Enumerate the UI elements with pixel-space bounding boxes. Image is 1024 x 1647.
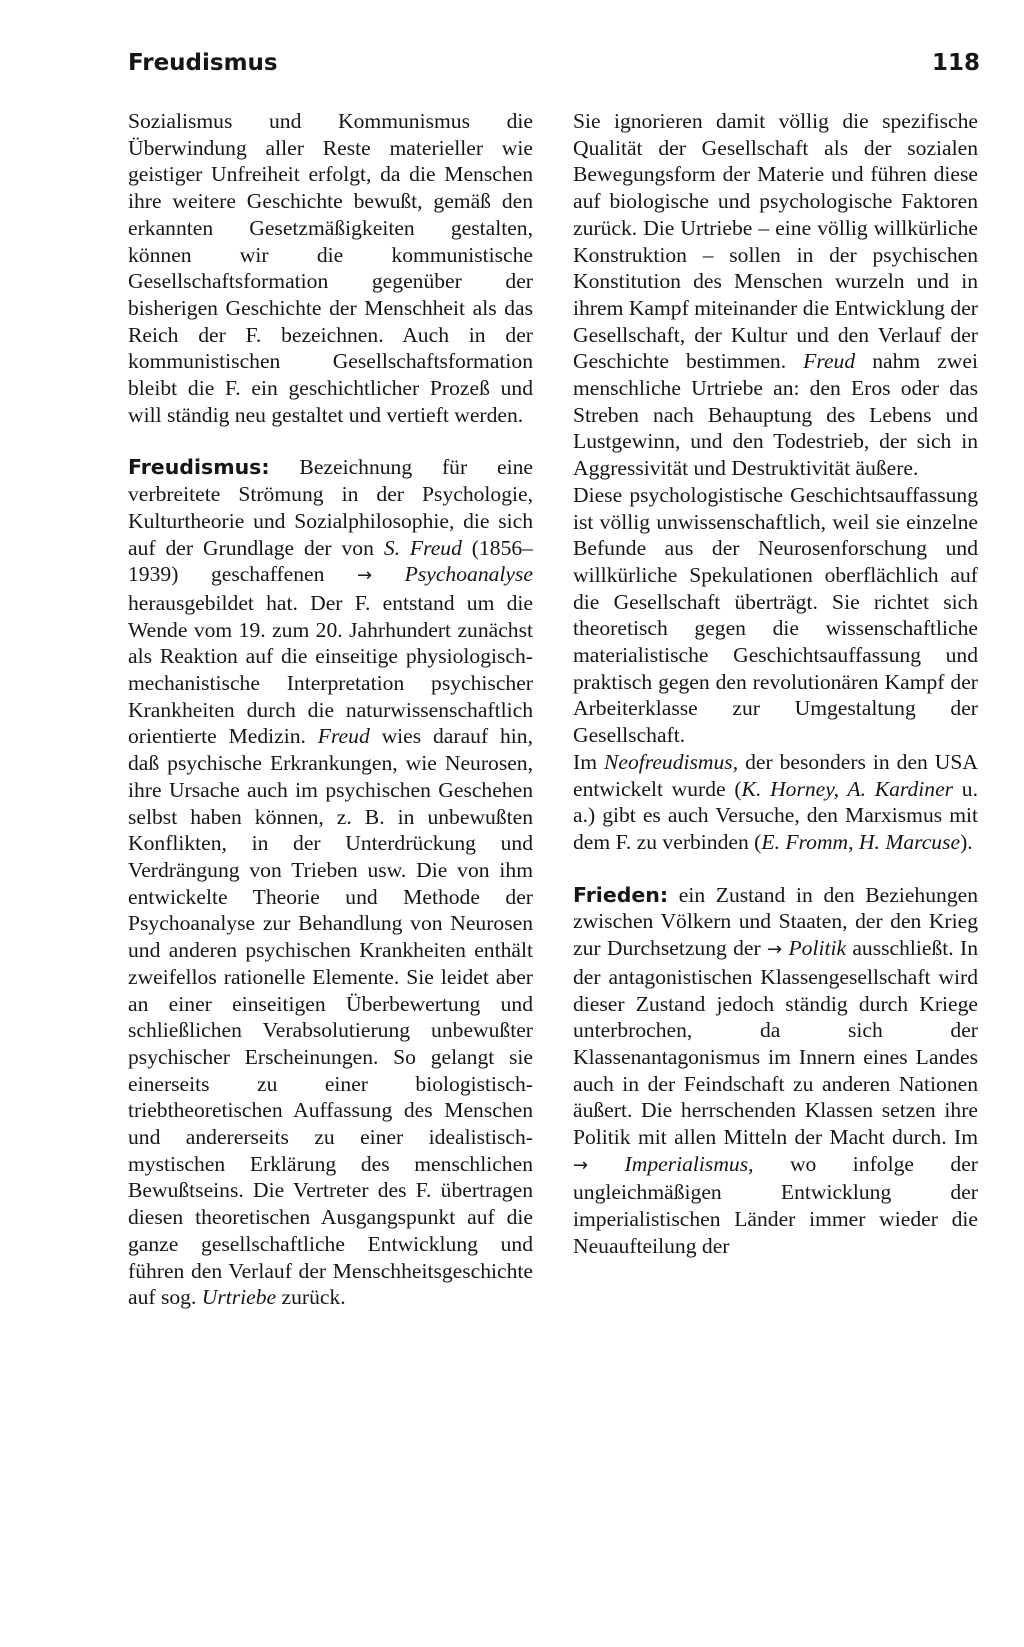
right-column [573,108,978,1260]
entry-frieden [573,882,978,1260]
text-segment: der besonders in den USA entwickelt wurde ( [573,749,979,801]
term-urtriebe: Urtriebe [201,1285,277,1310]
text-segment: Sie ignorieren damit völlig die spezifische Qualität der Gesellschaft als der sozialen Bewegungsform der Materie und führen diese auf biologische und psychologische Faktoren zurück. Die Urtriebe – eine völlig willkürliche Konstruktion – sollen in der psychischen Konstitution des Menschen wurzeln und in ihrem Kampf miteinander die Entwicklung der Gesellschaft, der Kultur und den Verlauf der Geschichte bestimmen. [573,109,978,374]
paragraph-critique [573,482,978,749]
text-segment: Bezeichnung für eine verbreitete Strömung in der Psychologie, Kulturtheorie und Sozialphilosophie, die sich auf der Grundlage der von [128,455,533,560]
page-header [128,50,980,90]
text-segment: herausgebildet hat. Der F. entstand um die Wende vom 19. zum 20. Jahrhundert zunächst als Reaktion auf die einseitige physiologisch-mechanistische Interpretation psychischer Krankheiten durch die naturwissenschaftlich orientierte Medizin. [128,590,533,749]
name-freud: Freud [803,349,856,374]
continuation-text: Sozialismus und Kommunismus die Überwindung aller Reste materieller wie geistiger Unfreiheit erfolgt, da die Menschen ihre weitere Geschichte bewußt, gemäß den erkannten Gesetzmäßigkeiten gestalten, können wir die kommunistische Gesellschaftsformation gegenüber der bisherigen Geschichte der Menschheit als das Reich der F. bezeichnen. Auch in der kommunistischen Gesellschaftsformation bleibt die F. ein geschichtlicher Prozeß und will ständig neu gestaltet und vertieft werden. [128,109,533,427]
headword-freudismus: Freudismus: [128,455,270,480]
text-segment: wies darauf hin, daß psychische Erkrankungen, wie Neurosen, ihre Ursache auch im psychischen Geschehen selbst haben können, z. B. in unbewußten Konflikten, in der Unterdrückung und Verdrängung von Trieben usw. Die von ihm entwickelte Theorie und Methode der Psychoanalyse zur Behandlung von Neurosen und anderen psychischen Krankheiten enthält zweifellos rationelle Elemente. Sie leidet aber an einer einseitigen Überbewertung und schließlichen Verabsolutierung unbewußter psychischer Erscheinungen. So gelangt sie einerseits zu einer biologistisch-triebtheoretischen Auffassung des Menschen und andererseits zu einer idealistisch-mystischen Erklärung des menschlichen Bewußtseins. Die Vertreter des F. übertragen diesen theoretischen Ausgangspunkt auf die ganze gesellschaftliche Entwicklung und führen den Verlauf der Menschheitsgeschichte auf sog. [128,724,533,1310]
paragraph-neofreudismus [573,749,978,856]
cross-reference-arrow-icon: → [357,565,373,587]
text-segment: ). [960,829,973,854]
text-segment: zurück. [276,1285,346,1310]
paragraph-urtriebe [573,108,978,482]
headword-frieden: Frieden: [573,882,669,907]
text-segment: Im [573,749,604,774]
text-segment: (1856–1939) geschaffenen [128,535,533,587]
text-segment: u. a.) gibt es auch Versuche, den Marxismus mit dem F. zu verbinden ( [573,776,978,854]
cross-reference-psychoanalyse: Psychoanalyse [404,562,533,587]
cross-reference-arrow-icon: → [767,939,783,961]
text-segment: wo infolge der ungleichmäßigen Entwicklung der imperialistischen Länder immer wieder die Neuaufteilung der [573,1151,978,1258]
continuation-paragraph [128,108,533,428]
term-neofreudismus: Neofreudismus, [603,749,739,774]
cross-reference-politik: Politik [788,936,847,961]
left-column [128,108,533,1311]
text-segment: ausschließt. In der antagonistischen Klassengesellschaft wird dieser Zustand jedoch ständig durch Kriege unterbrochen, da sich der Klassenantagonismus im Innern eines Landes auch in der Feindschaft zu anderen Nationen äußert. Die herrschenden Klassen setzen ihre Politik mit allen Mitteln der Macht durch. Im [573,936,979,1150]
text-segment: Diese psychologistische Geschichtsauffassung ist völlig unwissenschaftlich, weil sie einzelne Befunde aus der Neurosenforschung und willkürliche Spekulationen oberflächlich auf die Gesellschaft überträgt. Sie richtet sich theoretisch gegen die wissenschaftliche materialistische Geschichtsauffassung und praktisch gegen den revolutionären Kampf der Arbeiterklasse zur Umgestaltung der Gesellschaft. [573,482,978,748]
name-freud: S. Freud [383,535,462,560]
page-number: 118 [931,50,980,76]
names-horney-kardiner: K. Horney, A. Kardiner [741,776,954,801]
cross-reference-imperialismus: Imperialismus, [624,1151,754,1176]
entry-freudismus [128,454,533,1311]
text-segment: ein Zustand in den Beziehungen zwischen Völkern und Staaten, der den Krieg zur Durchsetzung der [573,882,978,961]
running-head: Freudismus [128,50,278,76]
cross-reference-arrow-icon: → [573,1154,589,1176]
text-segment: nahm zwei menschliche Urtriebe an: den Eros oder das Streben nach Behauptung des Lebens und Lustgewinn, und den Todestrieb, der sich in Aggressivität und Destruktivität äußere. [573,349,978,481]
names-fromm-marcuse: E. Fromm, H. Marcuse [761,829,961,854]
name-freud: Freud [317,724,370,749]
